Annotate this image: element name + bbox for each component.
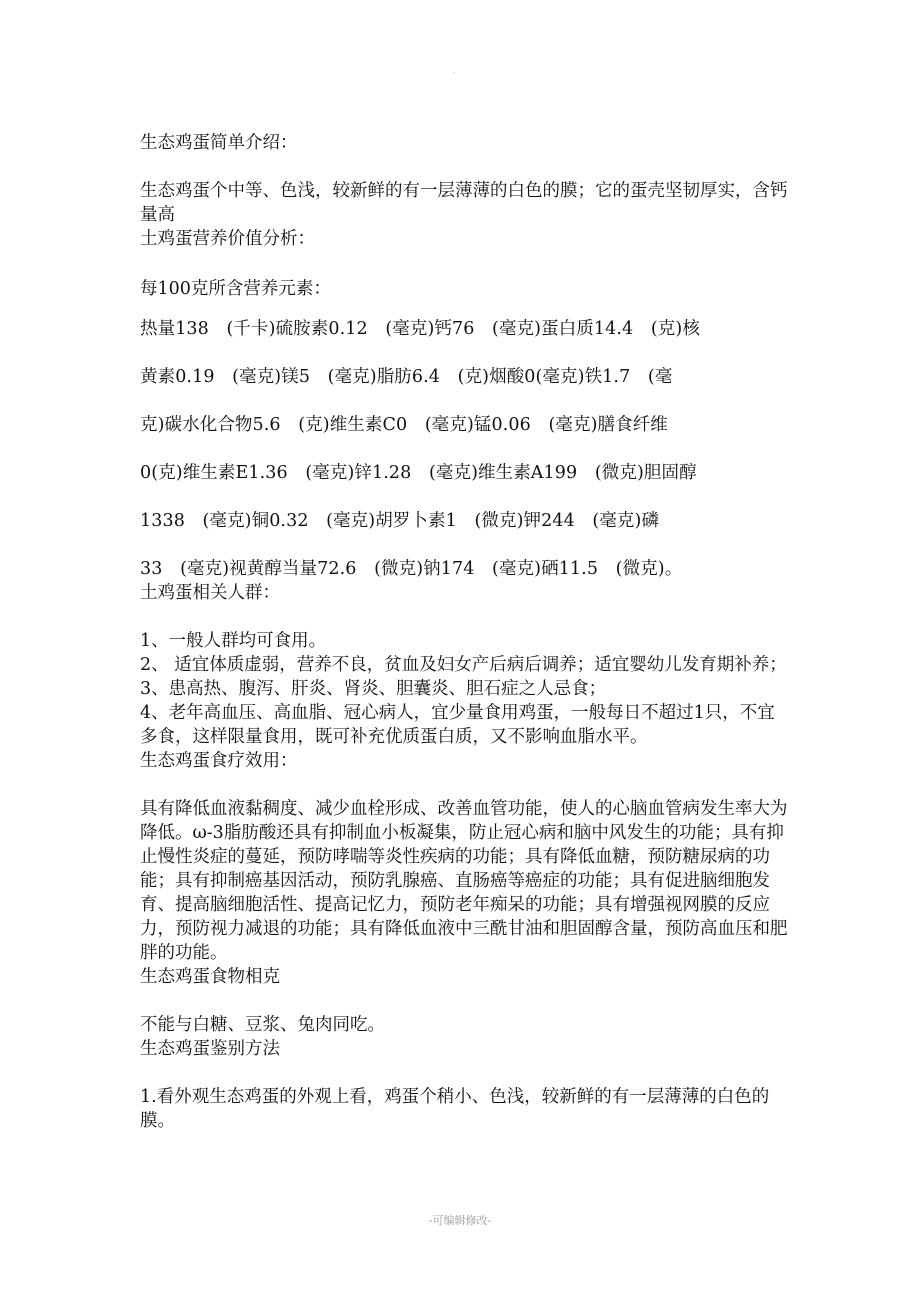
therapy-paragraph: 具有降低血液黏稠度、减少血栓形成、改善血管功能，使人的心脑血管病发生率大为降低。ω-3脂肪酸还具有抑制血小板凝集，防止冠心病和脑中风发生的功能；具有抑止慢性炎症的蔓延，预防哮喘等炎性疾病的功能；具有降低血糖，预防糖尿病的功能；具有抑制癌基因活动，预防乳腺癌、直肠癌等癌症的功能；具有促进脑细胞发育、提高脑细胞活性、提高记忆力，预防老年痴呆的功能；具有增强视网膜的反应力，预防视力减退的功能；具有降低血液中三酰甘油和胆固醇含量，预防高血压和肥胖的功能。 xyxy=(140,799,788,963)
list-item: 1、一般人群均可食用。 xyxy=(140,631,327,651)
list-item: 3、患高热、腹泻、肝炎、肾炎、胆囊炎、胆石症之人忌食； xyxy=(140,679,607,699)
footer-note: -可编辑修改- xyxy=(428,1214,492,1227)
identify-paragraph: 1.看外观生态鸡蛋的外观上看，鸡蛋个稍小、色浅，较新鲜的有一层薄薄的白色的膜。 xyxy=(140,1087,770,1131)
incompatible-paragraph: 不能与白糖、豆浆、兔肉同吃。 xyxy=(140,1015,385,1035)
identify-heading: 生态鸡蛋鉴别方法 xyxy=(140,1039,280,1059)
list-item: 4、老年高血压、高血脂、冠心病人，宜少量食用鸡蛋，一般每日不超过1只，不宜多食，这样限量食用，既可补充优质蛋白质，又不影响血脂水平。 xyxy=(140,703,775,747)
people-heading: 土鸡蛋相关人群： xyxy=(140,583,280,603)
incompatible-heading: 生态鸡蛋食物相克 xyxy=(140,967,280,987)
people-list xyxy=(140,629,790,749)
document-body xyxy=(140,131,790,1133)
nutrient-line: 热量138 (千卡)硫胺素0.12 (毫克)钙76 (毫克)蛋白质14.4 (克)核 xyxy=(140,319,700,339)
nutrition-heading: 土鸡蛋营养价值分析： xyxy=(140,229,315,249)
nutrient-line: 黄素0.19 (毫克)镁5 (毫克)脂肪6.4 (克)烟酸0(毫克)铁1.7 (毫 xyxy=(140,367,673,387)
intro-heading: 生态鸡蛋简单介绍： xyxy=(140,133,298,153)
nutrient-line: 克)碳水化合物5.6 (克)维生素C0 (毫克)锰0.06 (毫克)膳食纤维 xyxy=(140,415,668,435)
intro-paragraph: 生态鸡蛋个中等、色浅，较新鲜的有一层薄薄的白色的膜；它的蛋壳坚韧厚实，含钙量高 xyxy=(140,181,788,225)
therapy-heading: 生态鸡蛋食疗效用： xyxy=(140,751,298,771)
list-item: 2、 适宜体质虚弱，营养不良，贫血及妇女产后病后调养；适宜婴幼儿发育期补养； xyxy=(140,655,787,675)
nutrient-line: 1338 (毫克)铜0.32 (毫克)胡罗卜素1 (微克)钾244 (毫克)磷 xyxy=(140,511,660,531)
header-mark: . xyxy=(452,66,455,76)
nutrient-line: 33 (毫克)视黄醇当量72.6 (微克)钠174 (毫克)硒11.5 (微克)。 xyxy=(140,559,683,579)
nutrient-line: 0(克)维生素E1.36 (毫克)锌1.28 (毫克)维生素A199 (微克)胆固醇 xyxy=(140,463,697,483)
nutrient-list xyxy=(140,317,790,581)
nutrition-subtitle: 每100克所含营养元素： xyxy=(140,279,331,299)
